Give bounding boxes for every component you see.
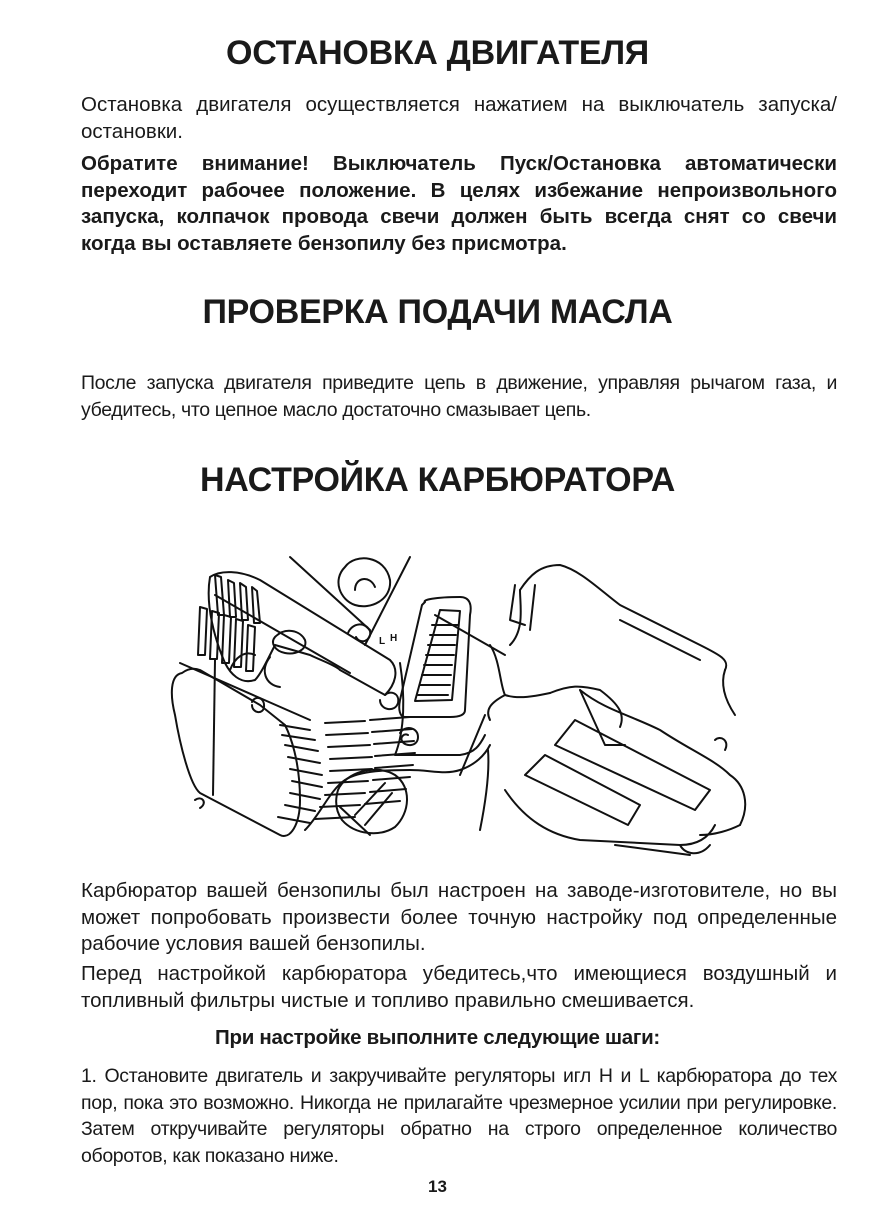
carburetor-illustration	[160, 545, 770, 860]
paragraph-carburetor-factory: Карбюратор вашей бензопилы был настроен на заводе-изготовителе, но вы может попробовать произвести более точную настройку под определенные рабочие условия вашей бензопилы.	[81, 879, 837, 955]
paragraph-oil-check: После запуска двигателя приведите цепь в движение, управляя рычагом газа, и убедитесь, что цепное масло достаточно смазывает цепь.	[81, 372, 837, 421]
figure-label-h: H	[390, 633, 398, 644]
step-1: 1. Остановите двигатель и закручивайте регуляторы игл H и L карбюратора до тех пор, пока это возможно. Никогда не прилагайте чрезмерное усилии при регулировке. Затем откручивайте регуляторы обратно на строго определенное количество оборотов, как показано ниже.	[81, 1065, 837, 1167]
heading-engine-stop: ОСТАНОВКА ДВИГАТЕЛЯ	[226, 34, 649, 72]
subheading-steps: При настройке выполните следующие шаги:	[215, 1026, 660, 1049]
page-number: 13	[428, 1177, 447, 1196]
paragraph-warning: Обратите внимание! Выключатель Пуск/Остановка автоматически переходит рабочее положение. В целях избежание непроизвольного запуска, колпачок провода свечи должен быть всегда снят со свечи когда вы оставляете бензопилу без присмотра.	[81, 152, 837, 255]
figure-label-l: L	[379, 636, 386, 647]
chainsaw-line-drawing	[160, 545, 770, 860]
heading-oil-check: ПРОВЕРКА ПОДАЧИ МАСЛА	[202, 293, 673, 331]
heading-carburetor-adjust: НАСТРОЙКА КАРБЮРАТОРА	[200, 461, 675, 499]
paragraph-engine-stop: Остановка двигателя осуществляется нажатием на выключатель запуска/остановки.	[81, 93, 837, 143]
paragraph-carburetor-filters: Перед настройкой карбюратора убедитесь,что имеющиеся воздушный и топливный фильтры чистые и топливо правильно смешивается.	[81, 962, 837, 1012]
